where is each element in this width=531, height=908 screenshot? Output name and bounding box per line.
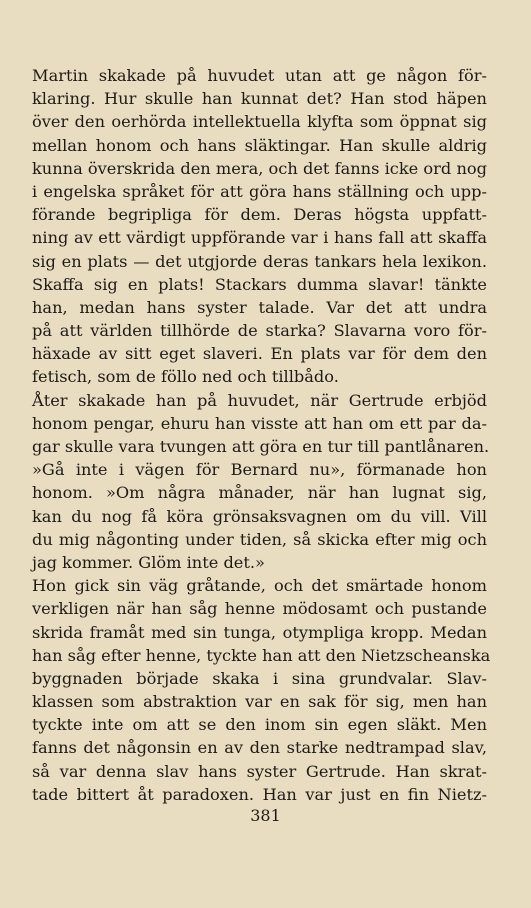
text-line: häxade av sitt eget slaveri. En plats var för dem den bbox=[32, 344, 487, 364]
text-line: mellan honom och hans släktingar. Han skulle aldrig bbox=[32, 135, 487, 155]
text-line: kunna överskrida den mera, och det fanns icke ord nog bbox=[32, 158, 487, 178]
text-line: gar skulle vara tvungen att göra en tur till pantlånaren. bbox=[32, 437, 490, 456]
text-line: så var denna slav hans syster Gertrude. Han skrat- bbox=[32, 761, 487, 781]
text-line: jag kommer. Glöm inte det.» bbox=[32, 552, 265, 572]
text-line: fetisch, som de föllo ned och tillbådo. bbox=[32, 367, 339, 387]
text-line: han såg efter henne, tyckte han att den Nietzscheanska bbox=[32, 645, 491, 665]
text-line: i engelska språket för att göra hans ställning och upp- bbox=[32, 181, 487, 201]
text-line: på att världen tillhörde de starka? Slavarna voro för- bbox=[32, 321, 487, 341]
text-line: honom pengar, ehuru han visste att han om ett par da- bbox=[32, 413, 487, 433]
text-line: tade bittert åt paradoxen. Han var just en fin Nietz- bbox=[32, 784, 487, 804]
text-line: du mig någonting under tiden, så skicka efter mig och bbox=[32, 529, 487, 549]
text-line: Martin skakade på huvudet utan att ge någon för- bbox=[32, 66, 487, 85]
text-line: kan du nog få köra grönsaksvagnen om du vill. Vill bbox=[32, 506, 487, 526]
text-line: klassen som abstraktion var en sak för sig, men han bbox=[32, 692, 487, 712]
text-line: Åter skakade han på huvudet, när Gertrude erbjöd bbox=[32, 390, 487, 410]
text-line: ning av ett värdigt uppförande var i hans fall att skaffa bbox=[32, 228, 487, 248]
text-line: »Gå inte i vägen för Bernard nu», förmanade hon bbox=[32, 460, 487, 480]
text-line: verkligen när han såg henne mödosamt och pustande bbox=[32, 599, 487, 619]
text-line: fanns det någonsin en av den starke nedtrampad slav, bbox=[32, 738, 487, 758]
page-number: 381 bbox=[250, 806, 281, 825]
text-line: sig en plats — det utgjorde deras tankars hela lexikon. bbox=[32, 251, 487, 271]
text-line: byggnaden började skaka i sina grundvalar. Slav- bbox=[32, 668, 487, 688]
text-line: skrida framåt med sin tunga, otympliga kropp. Medan bbox=[32, 622, 487, 642]
body-text bbox=[32, 64, 491, 806]
text-line: över den oerhörda intellektuella klyfta som öppnat sig bbox=[32, 112, 487, 132]
text-line: förande begripliga för dem. Deras högsta uppfatt- bbox=[32, 205, 487, 225]
text-line: klaring. Hur skulle han kunnat det? Han stod häpen bbox=[32, 89, 487, 109]
text-line: Skaffa sig en plats! Stackars dumma slavar! tänkte bbox=[32, 274, 487, 294]
text-line: Hon gick sin väg gråtande, och det smärtade honom bbox=[32, 576, 487, 596]
text-line: han, medan hans syster talade. Var det att undra bbox=[32, 297, 487, 317]
text-line: honom. »Om några månader, när han lugnat sig, bbox=[32, 483, 487, 503]
text-line: tyckte inte om att se den inom sin egen släkt. Men bbox=[32, 715, 487, 735]
